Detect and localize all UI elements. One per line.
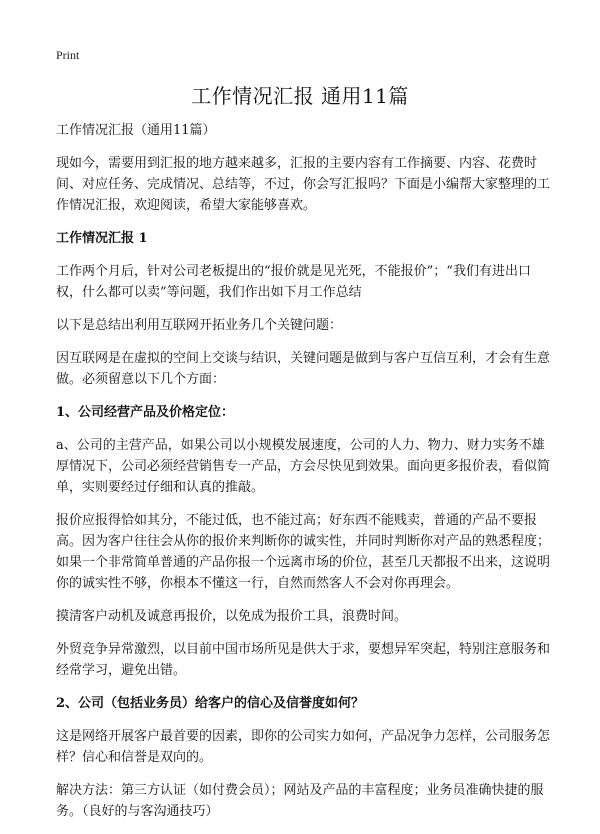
paragraph: 摸清客户动机及诚意再报价，以免成为报价工具，浪费时间。 — [56, 609, 408, 624]
paragraph: 解决方法：第三方认证（如付费会员）；网站及产品的丰富程度；业务员准确快捷的服务。（良好的与客沟通技巧） — [56, 783, 544, 819]
paragraph: 外贸竞争异常激烈，以目前中国市场所见是供大于求，要想异军突起，特别注意服务和经常学习，避免出错。 — [56, 642, 551, 678]
paragraph: 这是网络开展客户最首要的因素，即你的公司实力如何，产品况争力怎样，公司服务怎样？信心和信誉是双向的。 — [56, 729, 551, 765]
paragraph: 以下是总结出利用互联网开拓业务几个关键问题： — [56, 318, 343, 333]
document-body — [56, 120, 550, 834]
paragraph: a、公司的主营产品，如果公司以小规模发展速度，公司的人力、物力、财力实务不雄厚情况下，公司必须经营销售专一产品，方会尽快见到效果。面向更多报价表，看似简单，实则要经过仔细和认真的推敲。 — [56, 438, 551, 495]
subtitle: 工作情况汇报（通用11篇） — [56, 123, 216, 138]
subheading: 1、公司经营产品及价格定位： — [56, 405, 235, 420]
paragraph: 因互联网是在虚拟的空间上交谈与结识，关键问题是做到与客户互信互利，才会有生意做。必须留意以下几个方面： — [56, 351, 551, 387]
paragraph: 工作两个月后，针对公司老板提出的“报价就是见光死，不能报价”；“我们有进出口权，什么都可以卖”等问题，我们作出如下月工作总结 — [56, 264, 531, 300]
print-link[interactable]: Print — [56, 48, 80, 62]
subheading: 2、公司（包括业务员）给客户的信心及信誉度如何？ — [56, 696, 365, 711]
paragraph: 报价应报得恰如其分，不能过低，也不能过高；好东西不能贱卖，普通的产品不要报高。因为客户往往会从你的报价来判断你的诚实性，并同时判断你对产品的熟悉程度；如果一个非常简单普通的产品你报一个远离市场的价位，甚至几天都报不出来，这说明你的诚实性不够，你根本不懂这一行，自然而然客人不会对你再理会。 — [56, 513, 551, 591]
section-heading: 工作情况汇报 1 — [56, 231, 148, 246]
intro-paragraph: 现如今，需要用到汇报的地方越来越多，汇报的主要内容有工作摘要、内容、花费时间、对应任务、完成情况、总结等，不过，你会写汇报吗？下面是小编帮大家整理的工作情况汇报，欢迎阅读，希望大家能够喜欢。 — [56, 156, 551, 213]
page-title: 工作情况汇报 通用11篇 — [191, 84, 409, 108]
